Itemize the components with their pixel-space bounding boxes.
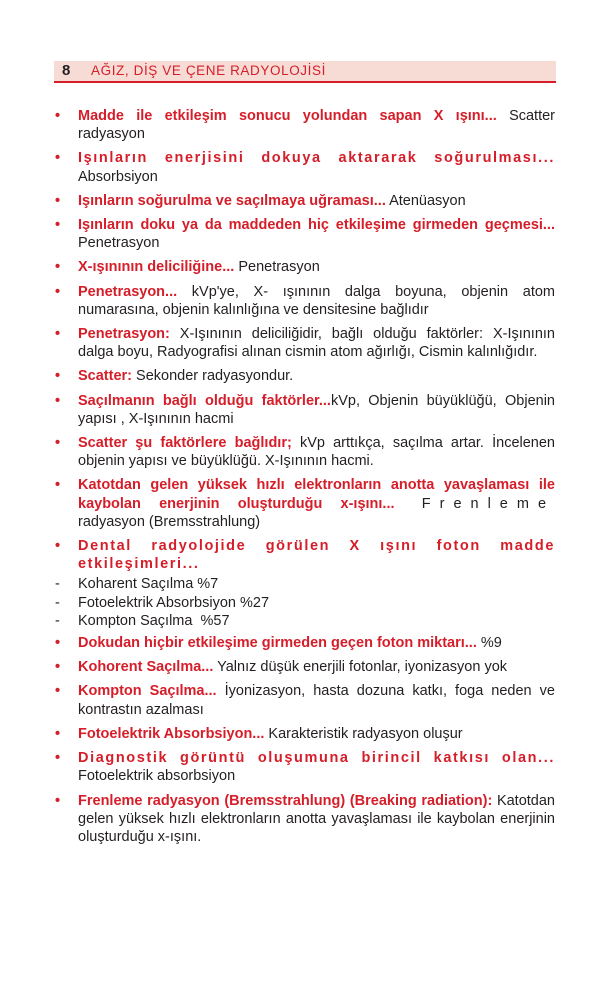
item-term: Işınların enerjisini dokuya aktararak soğurulması... bbox=[78, 150, 555, 167]
bullet-icon: • bbox=[55, 192, 61, 209]
list-item bbox=[55, 149, 555, 185]
item-term: Dental radyolojide görülen X ışını foton madde etkileşimleri... bbox=[78, 538, 555, 573]
item-term: Scatter şu faktörlere bağlıdır; bbox=[78, 435, 292, 452]
item-desc: İyonizasyon, hasta dozuna katkı, foga neden ve kontrastın azalması bbox=[78, 683, 555, 718]
item-desc-spaced: Frenleme bbox=[394, 495, 556, 512]
bullet-icon: • bbox=[55, 259, 61, 276]
item-desc: Fotoelektrik absorbsiyon bbox=[78, 768, 236, 785]
item-term: Frenleme radyasyon (Bremsstrahlung) (Breaking radiation): bbox=[78, 792, 493, 809]
item-term: Scatter: bbox=[78, 368, 132, 385]
list-item bbox=[55, 476, 555, 531]
header-rule bbox=[54, 81, 556, 83]
bullet-icon: • bbox=[55, 326, 61, 343]
item-desc: kVp'ye, X- ışınının dalga boyuna, objenin atom numarasına, objenin kalınlığına ve densitesine bağlıdır bbox=[78, 283, 555, 318]
list-item bbox=[55, 192, 555, 210]
bullet-icon: • bbox=[55, 538, 61, 555]
item-desc: radyasyon (Bremsstrahlung) bbox=[78, 513, 261, 530]
item-desc: Scatter radyasyon bbox=[78, 108, 556, 143]
list-item bbox=[55, 392, 555, 428]
bullet-icon: • bbox=[55, 283, 61, 300]
item-desc: Yalnız düşük enerjili fotonlar, iyonizasyon yok bbox=[213, 659, 508, 676]
bullet-icon: • bbox=[55, 392, 61, 409]
item-desc: X-Işınının deliciliğidir, bağlı olduğu faktörler: X-Işınının dalga boyu, Radyografisi alınan cismin atom ağırlığı, Cismin kalınlığıdır. bbox=[78, 326, 555, 361]
bullet-icon: • bbox=[55, 659, 61, 676]
item-term: Madde ile etkileşim sonucu yolundan sapan X ışını... bbox=[78, 108, 497, 124]
item-term: Kohorent Saçılma... bbox=[78, 659, 214, 676]
item-term: Penetrasyon: bbox=[78, 326, 170, 343]
bullet-icon: • bbox=[55, 635, 61, 652]
item-term: Penetrasyon... bbox=[78, 283, 178, 300]
interaction-sublist bbox=[55, 575, 555, 630]
bullet-icon: • bbox=[55, 108, 61, 124]
dash-icon: - bbox=[55, 612, 60, 629]
list-item bbox=[55, 107, 555, 143]
sublist-item bbox=[55, 575, 555, 593]
bullet-icon: • bbox=[55, 217, 61, 234]
dash-icon: - bbox=[55, 594, 60, 611]
item-term: Kompton Saçılma... bbox=[78, 683, 217, 700]
item-desc: Penetrasyon bbox=[78, 235, 160, 252]
item-term: Dokudan hiçbir etkileşime girmeden geçen foton miktarı... bbox=[78, 635, 477, 652]
running-title: AĞIZ, DİŞ VE ÇENE RADYOLOJİSİ bbox=[91, 63, 326, 78]
bullet-list bbox=[55, 107, 555, 852]
item-term: Işınların soğurulma ve saçılmaya uğraması... bbox=[78, 192, 386, 209]
list-item bbox=[55, 283, 555, 319]
list-item bbox=[55, 434, 555, 470]
bullet-icon: • bbox=[55, 368, 61, 385]
list-item bbox=[55, 749, 555, 785]
item-term: Diagnostik görüntü oluşumuna birincil katkısı olan... bbox=[78, 750, 555, 767]
item-desc: Katotdan gelen yüksek hızlı elektronların anotta yavaşlaması ile kaybolan enerjinin oluşturduğu x-ışını. bbox=[78, 792, 555, 845]
item-desc: Atenüasyon bbox=[385, 192, 466, 209]
item-desc: kVp, Objenin büyüklüğü, Objenin yapısı , X-Işınının hacmi bbox=[78, 392, 555, 427]
item-desc: kVp arttıkça, saçılma artar. İncelenen objenin yapısı ve büyüklüğü. X-Işınının hacmi. bbox=[78, 435, 555, 470]
list-item bbox=[55, 367, 555, 385]
dash-icon: - bbox=[55, 576, 60, 593]
item-desc: Karakteristik radyasyon oluşur bbox=[264, 725, 463, 742]
item-desc: Penetrasyon bbox=[234, 259, 320, 276]
bullet-icon: • bbox=[55, 435, 61, 452]
list-item bbox=[55, 325, 555, 361]
bullet-icon: • bbox=[55, 725, 61, 742]
item-desc: %9 bbox=[476, 635, 502, 652]
bullet-icon: • bbox=[55, 750, 61, 767]
sublist-item bbox=[55, 612, 555, 630]
list-item bbox=[55, 216, 555, 252]
sublist-text: Fotoelektrik Absorbsiyon %27 bbox=[78, 594, 270, 611]
page-number: 8 bbox=[62, 62, 71, 79]
list-item bbox=[55, 658, 555, 676]
bullet-icon: • bbox=[55, 477, 61, 494]
list-item bbox=[55, 634, 555, 652]
sublist-text: Koharent Saçılma %7 bbox=[78, 576, 219, 593]
item-term: Fotoelektrik Absorbsiyon... bbox=[78, 725, 265, 742]
item-desc: Absorbsiyon bbox=[78, 168, 158, 185]
sublist-item bbox=[55, 594, 555, 612]
list-item bbox=[55, 537, 555, 573]
list-item bbox=[55, 258, 555, 276]
running-header bbox=[54, 61, 556, 83]
item-term: Saçılmanın bağlı olduğu faktörler... bbox=[78, 392, 331, 409]
item-term: X-ışınının deliciliğine... bbox=[78, 259, 235, 276]
list-item bbox=[55, 725, 555, 743]
item-term: Işınların doku ya da maddeden hiç etkileşime girmeden geçmesi... bbox=[78, 217, 555, 234]
list-item bbox=[55, 682, 555, 718]
bullet-icon: • bbox=[55, 683, 61, 700]
sublist-text: Kompton Saçılma %57 bbox=[78, 612, 230, 629]
bullet-icon: • bbox=[55, 150, 61, 167]
list-item bbox=[55, 792, 555, 847]
item-desc: Sekonder radyasyondur. bbox=[132, 368, 294, 385]
item-term: Katotdan gelen yüksek hızlı elektronların anotta yavaşlaması ile kaybolan enerjinin oluşturduğu x-ışını... bbox=[78, 477, 555, 512]
bullet-icon: • bbox=[55, 792, 61, 809]
